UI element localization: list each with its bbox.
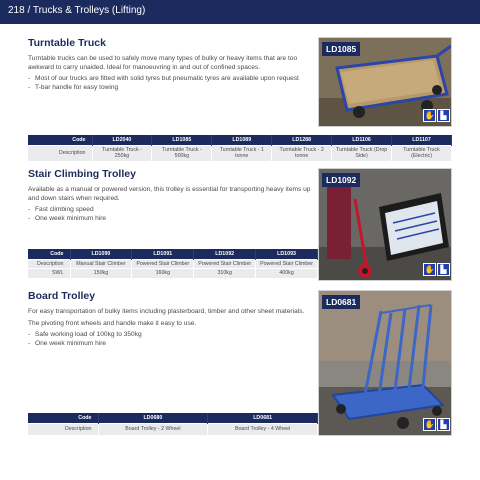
table-cell: Board Trolley - 2 Wheel <box>98 423 208 435</box>
board-table <box>28 413 318 435</box>
board-photo <box>318 290 452 436</box>
table-cell: Turntable Truck - 2 tonne <box>272 145 332 161</box>
list-item: - One week minimum hire <box>28 339 320 348</box>
table-cell: 150kg <box>70 269 132 278</box>
board-trolley-illustration <box>319 291 452 436</box>
board-body-2: The pivoting front wheels and handle make it easy to use. <box>28 320 197 327</box>
board-body-1: For easy transportation of bulky items including plasterboard, timber and other sheet materials. <box>28 308 305 315</box>
table-header: LD0681 <box>208 413 318 423</box>
table-header: Code <box>28 413 98 423</box>
table-cell: Turntable Truck (Electric) <box>392 145 452 161</box>
table-cell: Turntable Truck - 1 tonne <box>212 145 272 161</box>
turntable-body: Turntable trucks can be used to safely move many types of bulky or heavy items that are too awkward to carry unaided. Ideal for manoeuvring in and out of confined spaces. <box>28 55 298 71</box>
table-cell: Description <box>28 259 70 269</box>
table-row <box>28 145 452 161</box>
table-cell: Turntable Truck (Drop Side) <box>332 145 392 161</box>
turntable-table <box>28 135 452 161</box>
list-item: - Most of our trucks are fitted with solid tyres but pneumatic tyres are available upon request <box>28 74 320 83</box>
table-row <box>28 413 318 423</box>
stair-photo <box>318 168 452 281</box>
safety-boots-icon: ▙ <box>437 109 450 122</box>
turntable-photo-code: LD1085 <box>322 42 360 56</box>
table-cell: 310kg <box>194 269 256 278</box>
table-cell: Board Trolley - 4 Wheel <box>208 423 318 435</box>
turntable-photo <box>318 37 452 127</box>
gloves-icon: ✋ <box>424 265 435 274</box>
table-header: LD2040 <box>92 135 152 145</box>
stair-bullets <box>28 205 320 223</box>
table-cell: 400kg <box>256 269 318 278</box>
board-title: Board Trolley <box>28 290 96 302</box>
gloves-icon: ✋ <box>424 111 435 120</box>
table-header: LD0680 <box>98 413 208 423</box>
stair-title: Stair Climbing Trolley <box>28 168 136 180</box>
table-cell: Turntable Truck - 250kg <box>92 145 152 161</box>
stair-body: Available as a manual or powered version, this trolley is essential for transporting heavy items up and down stairs when required. <box>28 186 311 202</box>
table-cell: Powered Stair Climber <box>256 259 318 269</box>
table-header: LD1106 <box>332 135 392 145</box>
table-cell: Powered Stair Climber <box>132 259 194 269</box>
table-cell: Powered Stair Climber <box>194 259 256 269</box>
table-header: LD1288 <box>272 135 332 145</box>
table-row <box>28 249 318 259</box>
turntable-bullets <box>28 74 320 92</box>
safety-boots-icon: ▙ <box>437 263 450 276</box>
list-item: - Fast climbing speed <box>28 205 320 214</box>
table-header: LD1093 <box>256 249 318 259</box>
turntable-title: Turntable Truck <box>28 37 106 49</box>
table-header: LD1089 <box>212 135 272 145</box>
table-row <box>28 269 318 278</box>
table-header: LD1107 <box>392 135 452 145</box>
table-cell: Turntable Truck - 500kg <box>152 145 212 161</box>
table-header: LD1085 <box>152 135 212 145</box>
table-row <box>28 423 318 435</box>
list-item: - T-bar handle for easy towing <box>28 83 320 92</box>
table-header: Code <box>28 249 70 259</box>
table-header: LD1092 <box>194 249 256 259</box>
table-row <box>28 259 318 269</box>
gloves-icon: ✋ <box>424 420 435 429</box>
board-bullets <box>28 330 320 348</box>
table-cell: Description <box>28 423 98 435</box>
safety-boots-icon: ▙ <box>437 418 450 431</box>
page-header <box>0 0 480 24</box>
table-header: Code <box>28 135 92 145</box>
table-header: LD1090 <box>70 249 132 259</box>
stair-photo-code: LD1092 <box>322 173 360 187</box>
board-photo-code: LD0681 <box>322 295 360 309</box>
table-cell: Description <box>28 145 92 161</box>
table-row <box>28 135 452 145</box>
list-item: - One week minimum hire <box>28 214 320 223</box>
table-cell: Manual Stair Climber <box>70 259 132 269</box>
table-header: LD1091 <box>132 249 194 259</box>
stair-table <box>28 249 318 278</box>
list-item: - Safe working load of 100kg to 350kg <box>28 330 320 339</box>
page-header-text: 218 / Trucks & Trolleys (Lifting) <box>8 5 146 16</box>
table-cell: SWL <box>28 269 70 278</box>
table-cell: 160kg <box>132 269 194 278</box>
